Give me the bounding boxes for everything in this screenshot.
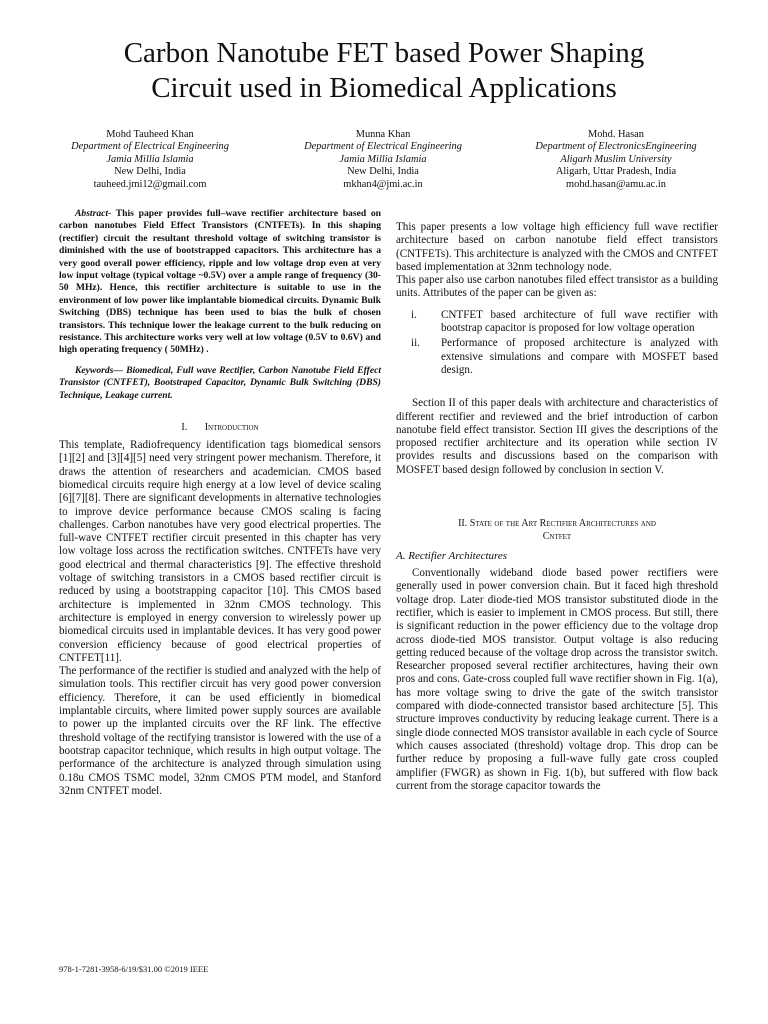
list-item	[396, 337, 718, 377]
subsection-heading: A. Rectifier Architectures	[396, 550, 508, 563]
abstract	[59, 208, 381, 357]
section-number: I.	[181, 422, 188, 434]
title-line-2: Circuit used in Biomedical Applications	[151, 72, 617, 104]
copyright-footer: 978-1-7281-3958-6/19/$31.00 ©2019 IEEE	[59, 964, 209, 974]
author-location: Aligarh, Uttar Pradesh, India	[555, 166, 677, 178]
author-2	[263, 129, 503, 191]
section-1-heading	[59, 421, 381, 434]
author-inst: Aligarh Muslim University	[560, 153, 672, 165]
author-3	[496, 129, 736, 191]
author-1	[30, 129, 270, 191]
author-email: mohd.hasan@amu.ac.in	[566, 178, 666, 190]
author-name: Mohd Tauheed Khan	[106, 129, 194, 140]
section-number: II.	[458, 518, 468, 530]
paper-title	[40, 36, 728, 106]
abstract-text: This paper provides full–wave rectifier architecture based on carbon nanotubes Field Effect Transistors (CNTFETs). In this shaping (rectifier) circuit the resultant threshold voltage of switching transistor is diminished with the use of bootstrapped capacitors. This architecture has a very good overall power efficiency, ripple and low voltage drop even at very low input voltage (typical voltage ~0.5V) over a ample range of frequency (30-50 MHz). Hence, this rectifier architecture is suitable to use in the environment of low power like implantable biomedical circuits. Dynamic Bulk Switching (DBS) technique has been used to bias the bulk of chosen transistors. This technique lower the leakage current to the bulk reducing on resistance. This architecture works very well at low voltage (0.5V to 0.6V) and high operating frequency ( 50MHz) .	[59, 208, 381, 356]
section-title-line-1: State of the Art Rectifier Architectures and	[469, 518, 656, 530]
intro-paragraph-1: This template, Radiofrequency identification tags biomedical sensors [1][2] and [3][4][5] need very stringent power mechanism. Therefore, it draws the attention of researchers and academician. CMOS based biomedical circuits require high energy at a low level of device scaling [6][7][8]. There are significant developments in alternative technologies to improve device performance because CMOS scaling is facing challenges. Carbon nanotubes have very good electrical properties. The full-wave CNTFET rectifier circuit presented in this chapter has very low voltage loss across the rectification switches. CNTFETs have very good electrical and thermal characteristics [9]. The effective threshold voltage of switching transistors in a CMOS based rectifier circuit is reduced by using a bootstrapping capacitor [10]. This CMOS based architecture is implemented in 32nm CMOS technology. This architecture is employed in energy conversion to wirelessly power up biomedical circuits used in implantable devices. It has very good power conversion efficiency because of good electrical properties of CNTFET[11].	[59, 439, 381, 664]
right-paragraph-1: This paper presents a low voltage high efficiency full wave rectifier architecture based on carbon nanotube field effect transistors (CNTFETs). This architecture is analyzed with the CMOS and CNTFET based implementation at 32nm technology node.	[396, 221, 718, 273]
section-2-heading	[396, 517, 718, 543]
section-title: Introduction	[204, 422, 259, 434]
keywords: Keywords— Biomedical, Full wave Rectifier, Carbon Nanotube Field Effect Transistor (CNTFET), Bootstraped Capacitor, Dynamic Bulk Switching (DBS) Technique, Leakage current.	[59, 364, 381, 401]
list-item	[396, 309, 718, 336]
list-item-number: ii.	[411, 337, 420, 350]
author-dept: Department of Electrical Engineering	[304, 141, 462, 153]
author-dept: Department of ElectronicsEngineering	[535, 141, 697, 153]
right-paragraph-3: Section II of this paper deals with architecture and characteristics of different rectifier and reviewed and the brief introduction of carbon nanotube field effect transistor. Section III gives the descriptions of the proposed rectifier architecture and its operation while section IV provides results and discussions based on the comparison with MOSFET based design followed by conclusion in section V.	[396, 397, 718, 476]
right-paragraph-2: This paper also use carbon nanotubes filed effect transistor as a building units. Attributes of the paper can be given as:	[396, 274, 718, 300]
author-dept: Department of Electrical Engineering	[71, 141, 229, 153]
list-item-text: Performance of proposed architecture is analyzed with extensive simulations and compare with MOSFET based design.	[441, 337, 718, 376]
author-location: New Delhi, India	[114, 166, 186, 178]
author-name: Mohd. Hasan	[588, 129, 644, 140]
author-email: tauheed.jmi12@gmail.com	[93, 178, 207, 190]
author-location: New Delhi, India	[347, 166, 419, 178]
left-column	[59, 208, 381, 798]
author-name: Munna Khan	[355, 129, 411, 140]
author-inst: Jamia Millia Islamia	[339, 153, 427, 165]
attributes-list	[396, 309, 718, 377]
author-email: mkhan4@jmi.ac.in	[343, 178, 423, 190]
list-item-number: i.	[411, 308, 417, 321]
section-2-paragraph: Conventionally wideband diode based power rectifiers were generally used in power conversion chain. But it faced high threshold voltage drop. Later diode-tied MOS transistor substituted diode in the rectifier, which is easier to implement in CMOS process. But still, there is significant reduction in the power efficiency due to the voltage drop across diode-tied MOS transistor. Output voltage is also reducing getting reduced because of the voltage drop across the transistor switch. Researcher proposed several rectifier architectures, having their own pros and cons. Gate-cross coupled full wave rectifier shown in Fig. 1(a), has more voltage swing to drive the gate of the switch transistor compared with diode-connected transistor based architecture [5]. This structure improves conductivity by reducing leakage current. There is a single diode connected MOS transistor available in each cycle of Source which causes associated (threshold) voltage drop. This drop can be further reduce by proposing a full-wave fully gate cross coupled amplifier (FWGR) as shown in Fig. 1(b), but suffered with flow back current from the storage capacitor towards the	[396, 567, 718, 792]
title-line-1: Carbon Nanotube FET based Power Shaping	[123, 37, 645, 69]
section-title-line-2: Cntfet	[542, 531, 572, 543]
right-column	[396, 221, 718, 793]
abstract-label: Abstract-	[75, 208, 112, 219]
list-item-text: CNTFET based architecture of full wave rectifier with bootstrap capacitor is proposed for low voltage operation	[441, 308, 718, 335]
author-inst: Jamia Millia Islamia	[106, 153, 194, 165]
intro-paragraph-2: The performance of the rectifier is studied and analyzed with the help of simulation tools. This rectifier circuit has very good power conversion efficiency. Therefore, it can be used efficiently in biomedical implantable circuits, where limited power supply sources are available to power up the implanted circuits over the RF link. The effective threshold voltage of the rectifying transistor is lowered with the use of a bootstrap capacitor technique, which results in high output voltage. The performance of the architecture is analyzed through simulation using 0.18u CMOS TSMC model, 32nm CMOS PTM model, and Stanford 32nm CNTFET model.	[59, 665, 381, 797]
